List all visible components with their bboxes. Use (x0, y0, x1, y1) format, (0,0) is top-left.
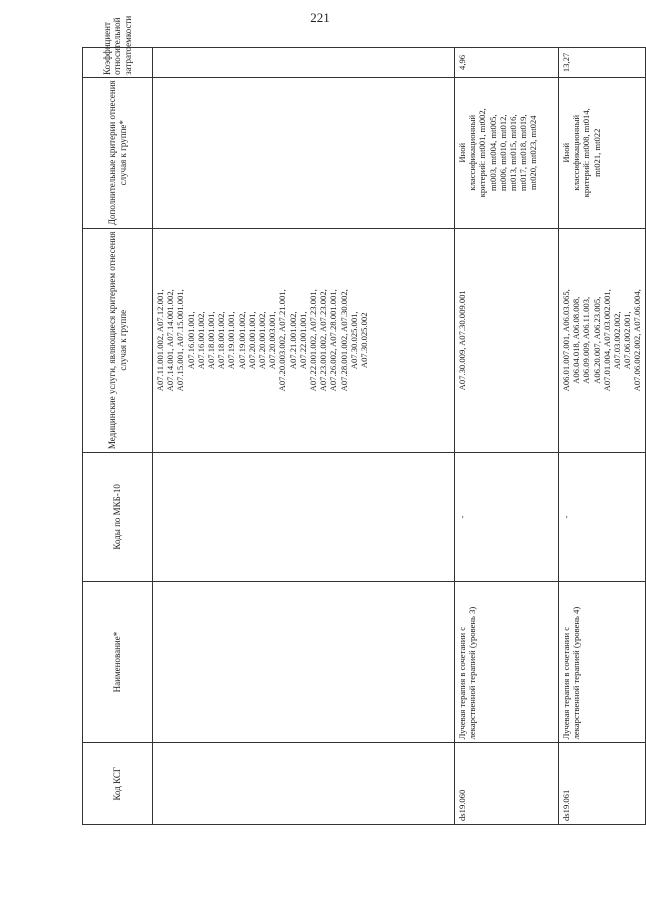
header-row (83, 48, 153, 825)
cell-name: Лучевая терапия в сочетании с лекарственной терапией (уровень 4) (559, 581, 646, 743)
cell-name: Лучевая терапия в сочетании с лекарственной терапией (уровень 3) (455, 581, 559, 743)
page-number: 221 (310, 10, 330, 25)
cell-criteria: Иной классификационный критерий: mt001, mt002, mt003, mt004, mt005, mt006, mt010, mt012, mt013, mt015, mt016, mt017, mt018, mt019, mt020, mt023, mt024 (455, 77, 559, 228)
header-coef: Коэффициент относительной затратоемкости (83, 48, 153, 78)
cell-criteria (153, 77, 455, 228)
cell-icd (153, 453, 455, 582)
ksg-table (82, 15, 646, 825)
cell-coef (153, 48, 455, 78)
cell-services: A07.30.009, A07.30.009.001 (455, 228, 559, 452)
table-row (153, 48, 455, 825)
cell-coef: 4,96 (455, 48, 559, 78)
cell-services: A07.11.001.002, A07.12.001, A07.14.001, A07.14.001.002, A07.15.001, A07.15.001.001, A07.16.001.001, A07.16.001.002, A07.18.001.001, A07.18.001.002, A07.19.001.001, A07.19.001.002, A07.20.001.001, A07.20.001.002, A07.20.003.001, A07.20.003.002, A07.21.001, A07.21.001.002, A07.22.001.001, A07.22.001.002, A07.23.001, A07.23.001.002, A07.23.002, A07.26.002, A07.28.001.001, A07.28.001.002, A07.30.002, A07.30.025.001, A07.30.025.002 (153, 228, 455, 452)
cell-code (153, 743, 455, 825)
cell-icd: - (455, 453, 559, 582)
cell-code: ds19.061 (559, 743, 646, 825)
table-row (559, 48, 646, 825)
table-row (455, 48, 559, 825)
cell-icd: - (559, 453, 646, 582)
header-services: Медицинские услуги, являющиеся критерием отнесения случая к группе (83, 228, 153, 452)
cell-criteria: Иной классификационный критерий: mt008, mt014, mt021, mt022 (559, 77, 646, 228)
header-code: Код КСГ (83, 743, 153, 825)
cell-coef: 13,27 (559, 48, 646, 78)
cell-name (153, 581, 455, 743)
header-criteria: Дополнительные критерии отнесения случая к группе* (83, 77, 153, 228)
rotated-table-container (82, 15, 643, 825)
cell-services: A06.01.007.001, A06.03.065, A06.04.018, A06.08.008, A06.09.009, A06.11.003, A06.20.007, A06.23.005, A07.01.004, A07.03.002.001, A07.03.002.002, A07.06.002.001, A07.06.002.002, A07.06.004, (559, 228, 646, 452)
cell-code: ds19.060 (455, 743, 559, 825)
header-icd: Коды по МКБ-10 (83, 453, 153, 582)
header-name: Наименование* (83, 581, 153, 743)
